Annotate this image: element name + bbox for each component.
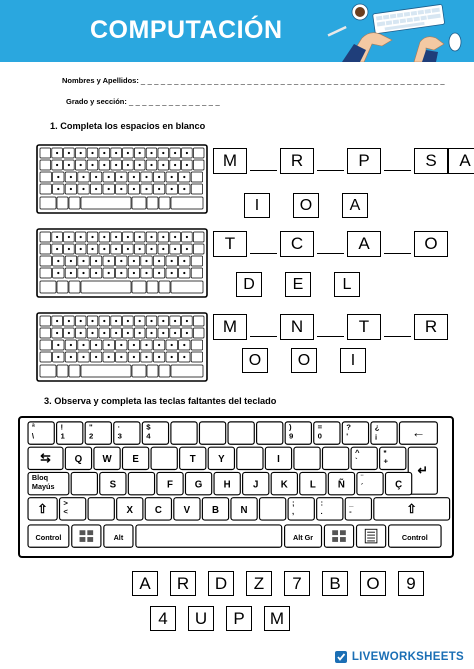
key — [100, 472, 126, 494]
svg-text:Control: Control — [35, 532, 62, 542]
key — [199, 422, 225, 444]
key — [94, 447, 120, 469]
grade-section-field[interactable] — [66, 97, 220, 106]
letter-option[interactable]: E — [285, 272, 311, 297]
letter-box: M — [213, 148, 247, 174]
keyboard-image-3 — [36, 312, 208, 382]
letter-option[interactable]: D — [236, 272, 262, 297]
svg-text:<: < — [63, 507, 68, 517]
grade-section-label: Grado y sección: — [66, 97, 127, 106]
keyboard-image-2 — [36, 228, 208, 298]
svg-text:⇧: ⇧ — [37, 501, 48, 516]
key — [88, 498, 114, 520]
svg-text:-: - — [349, 507, 352, 517]
svg-text:): ) — [289, 422, 292, 432]
keyboard-image-1 — [36, 144, 208, 214]
svg-text:C: C — [154, 504, 162, 516]
svg-text:9: 9 — [289, 431, 294, 441]
key — [243, 472, 269, 494]
key — [317, 498, 343, 520]
key — [28, 422, 54, 444]
key — [300, 472, 326, 494]
key — [237, 447, 263, 469]
answer-tile[interactable]: U — [188, 606, 214, 631]
letter-options-2 — [236, 272, 383, 297]
answer-tile[interactable]: D — [208, 571, 234, 596]
key — [57, 422, 83, 444]
page-title: COMPUTACIÓN — [90, 16, 283, 44]
svg-text:3: 3 — [117, 431, 122, 441]
key — [385, 472, 411, 494]
key — [314, 422, 340, 444]
key — [117, 498, 143, 520]
svg-text:*: * — [383, 447, 387, 457]
svg-text:B: B — [211, 504, 220, 516]
key — [28, 472, 69, 494]
svg-text:´: ´ — [360, 481, 364, 491]
word-puzzle-2 — [213, 231, 448, 257]
svg-text:←: ← — [411, 424, 426, 440]
svg-text:S: S — [109, 479, 117, 491]
menu-key-icon — [365, 529, 377, 543]
letter-option[interactable]: I — [244, 193, 270, 218]
footer-brand — [334, 650, 464, 664]
key — [260, 498, 286, 520]
blank-slot[interactable] — [314, 231, 347, 257]
letter-box: R — [280, 148, 314, 174]
svg-text:Alt Gr: Alt Gr — [292, 532, 314, 542]
key — [174, 498, 200, 520]
key — [399, 422, 437, 444]
letter-option[interactable]: I — [340, 348, 366, 373]
key — [28, 498, 57, 520]
svg-text:`: ` — [354, 456, 358, 466]
letter-options-3 — [242, 348, 389, 373]
key — [257, 422, 283, 444]
key — [85, 422, 111, 444]
key — [60, 498, 86, 520]
student-name-label: Nombres y Apellidos: — [62, 76, 139, 85]
svg-text:ª: ª — [31, 422, 35, 432]
letter-box: R — [414, 314, 448, 340]
blank-slot[interactable] — [314, 314, 347, 340]
answer-tile[interactable]: M — [264, 606, 290, 631]
student-name-field[interactable] — [62, 76, 445, 85]
letter-box: C — [280, 231, 314, 257]
svg-text:2: 2 — [89, 431, 94, 441]
svg-text:^: ^ — [354, 447, 360, 457]
key — [324, 525, 353, 547]
letter-option[interactable]: O — [291, 348, 317, 373]
svg-text:\: \ — [31, 431, 35, 441]
svg-text:1: 1 — [60, 431, 65, 441]
key — [28, 525, 69, 547]
blank-slot[interactable] — [381, 231, 414, 257]
svg-text:Control: Control — [401, 532, 428, 542]
key — [142, 422, 168, 444]
footer-brand-text: LIVEWORKSHEETS — [351, 651, 464, 663]
svg-text:K: K — [280, 479, 288, 491]
svg-text:T: T — [189, 454, 196, 466]
answer-tile[interactable]: O — [360, 571, 386, 596]
svg-text:↵: ↵ — [417, 463, 429, 478]
answer-tile[interactable]: P — [226, 606, 252, 631]
key — [180, 447, 206, 469]
svg-text:¿: ¿ — [374, 422, 380, 432]
svg-text:H: H — [223, 479, 231, 491]
svg-text:+: + — [383, 456, 389, 466]
answer-tiles-row-2 — [150, 606, 302, 631]
svg-text:L: L — [309, 479, 316, 491]
svg-text:¨: ¨ — [360, 473, 364, 483]
key — [357, 472, 383, 494]
svg-text:.: . — [320, 507, 323, 517]
key — [371, 422, 397, 444]
svg-text:F: F — [167, 479, 173, 491]
word-puzzle-1 — [213, 148, 474, 174]
svg-text:_: _ — [349, 498, 354, 508]
key — [104, 525, 133, 547]
key — [202, 498, 228, 520]
blank-slot[interactable] — [247, 231, 280, 257]
key — [285, 422, 311, 444]
svg-text:,: , — [291, 507, 295, 517]
svg-text:J: J — [253, 479, 259, 491]
key — [157, 472, 183, 494]
letter-box: A — [347, 231, 381, 257]
key — [389, 525, 441, 547]
key — [71, 472, 97, 494]
svg-text:·: · — [117, 422, 121, 432]
svg-text:Bloq: Bloq — [31, 473, 49, 483]
svg-text:V: V — [183, 504, 191, 516]
key — [72, 525, 101, 547]
letter-box: A — [448, 148, 474, 174]
key — [288, 498, 314, 520]
svg-text:Ç: Ç — [395, 479, 403, 491]
key — [265, 447, 291, 469]
grade-section-line: _ _ _ _ _ _ _ _ _ _ _ _ _ _ — [128, 97, 220, 106]
instruction-1: 1. Completa los espacios en blanco — [50, 121, 206, 131]
answer-tile[interactable]: 9 — [398, 571, 424, 596]
svg-text:W: W — [102, 454, 112, 466]
key — [185, 472, 211, 494]
blank-slot[interactable] — [247, 148, 280, 174]
svg-text:Ñ: Ñ — [337, 479, 345, 491]
letter-box: T — [213, 231, 247, 257]
svg-text:¡: ¡ — [374, 431, 378, 441]
letter-options-1 — [244, 193, 391, 218]
svg-text:=: = — [317, 422, 323, 432]
blank-slot[interactable] — [247, 314, 280, 340]
key — [114, 422, 140, 444]
svg-text:⇆: ⇆ — [40, 451, 51, 466]
svg-text::: : — [320, 498, 324, 508]
svg-text:>: > — [63, 498, 68, 508]
student-name-line: _ _ _ _ _ _ _ _ _ _ _ _ _ _ _ _ _ _ _ _ _ _ _ _ _ _ _ _ _ _ _ _ _ _ _ _ _ _ _ _ _ _ _ _ _ _ — [140, 76, 445, 85]
svg-text:": " — [89, 422, 93, 432]
key — [342, 422, 368, 444]
letter-option[interactable]: A — [342, 193, 368, 218]
key — [294, 447, 320, 469]
svg-text:': ' — [346, 431, 349, 441]
blank-slot[interactable] — [314, 148, 347, 174]
key — [271, 472, 297, 494]
svg-text:E: E — [132, 454, 139, 466]
key — [285, 525, 322, 547]
computer-desk-illustration — [322, 0, 472, 62]
svg-text:;: ; — [291, 498, 295, 508]
key — [28, 447, 63, 469]
answer-tile[interactable]: 7 — [284, 571, 310, 596]
key — [214, 472, 240, 494]
svg-text:4: 4 — [146, 431, 151, 441]
svg-text:X: X — [126, 504, 134, 516]
answer-tile[interactable]: 4 — [150, 606, 176, 631]
svg-text:Q: Q — [74, 454, 83, 466]
blank-slot[interactable] — [381, 314, 414, 340]
key — [374, 498, 450, 520]
key — [122, 447, 148, 469]
letter-box: N — [280, 314, 314, 340]
svg-text:⇧: ⇧ — [406, 501, 418, 516]
answer-tile[interactable]: A — [132, 571, 158, 596]
svg-text:Alt: Alt — [113, 532, 124, 542]
keyboard-diagram — [18, 416, 454, 558]
key — [151, 447, 177, 469]
letter-option[interactable]: O — [293, 193, 319, 218]
instruction-3: 3. Observa y completa las teclas faltantes del teclado — [44, 396, 277, 406]
letter-box: M — [213, 314, 247, 340]
answer-tile[interactable]: Z — [246, 571, 272, 596]
svg-text:Y: Y — [218, 454, 225, 466]
letter-option[interactable]: O — [242, 348, 268, 373]
header-banner — [0, 0, 474, 62]
svg-text:!: ! — [60, 422, 64, 432]
svg-text:0: 0 — [317, 431, 322, 441]
letter-box: T — [347, 314, 381, 340]
svg-text:N: N — [240, 504, 248, 516]
answer-tile[interactable]: B — [322, 571, 348, 596]
key — [328, 472, 354, 494]
answer-tile[interactable]: R — [170, 571, 196, 596]
key — [351, 447, 377, 469]
key — [380, 447, 406, 469]
key — [228, 422, 254, 444]
svg-text:I: I — [277, 454, 280, 466]
key — [65, 447, 91, 469]
letter-option[interactable]: L — [334, 272, 360, 297]
svg-text:$: $ — [146, 422, 151, 432]
key — [171, 422, 197, 444]
svg-text:G: G — [194, 479, 203, 491]
letter-box: S — [414, 148, 448, 174]
answer-tiles-row-1 — [132, 571, 436, 596]
letter-box: O — [414, 231, 448, 257]
key — [231, 498, 257, 520]
key — [322, 447, 348, 469]
word-puzzle-3 — [213, 314, 448, 340]
key — [408, 447, 437, 494]
key — [128, 472, 154, 494]
key — [345, 498, 371, 520]
letter-box: P — [347, 148, 381, 174]
key — [136, 525, 282, 547]
liveworksheets-logo-icon — [334, 650, 348, 664]
svg-text:Mayús: Mayús — [31, 481, 55, 491]
key — [208, 447, 234, 469]
blank-slot[interactable] — [381, 148, 414, 174]
key — [145, 498, 171, 520]
svg-text:?: ? — [346, 422, 351, 432]
